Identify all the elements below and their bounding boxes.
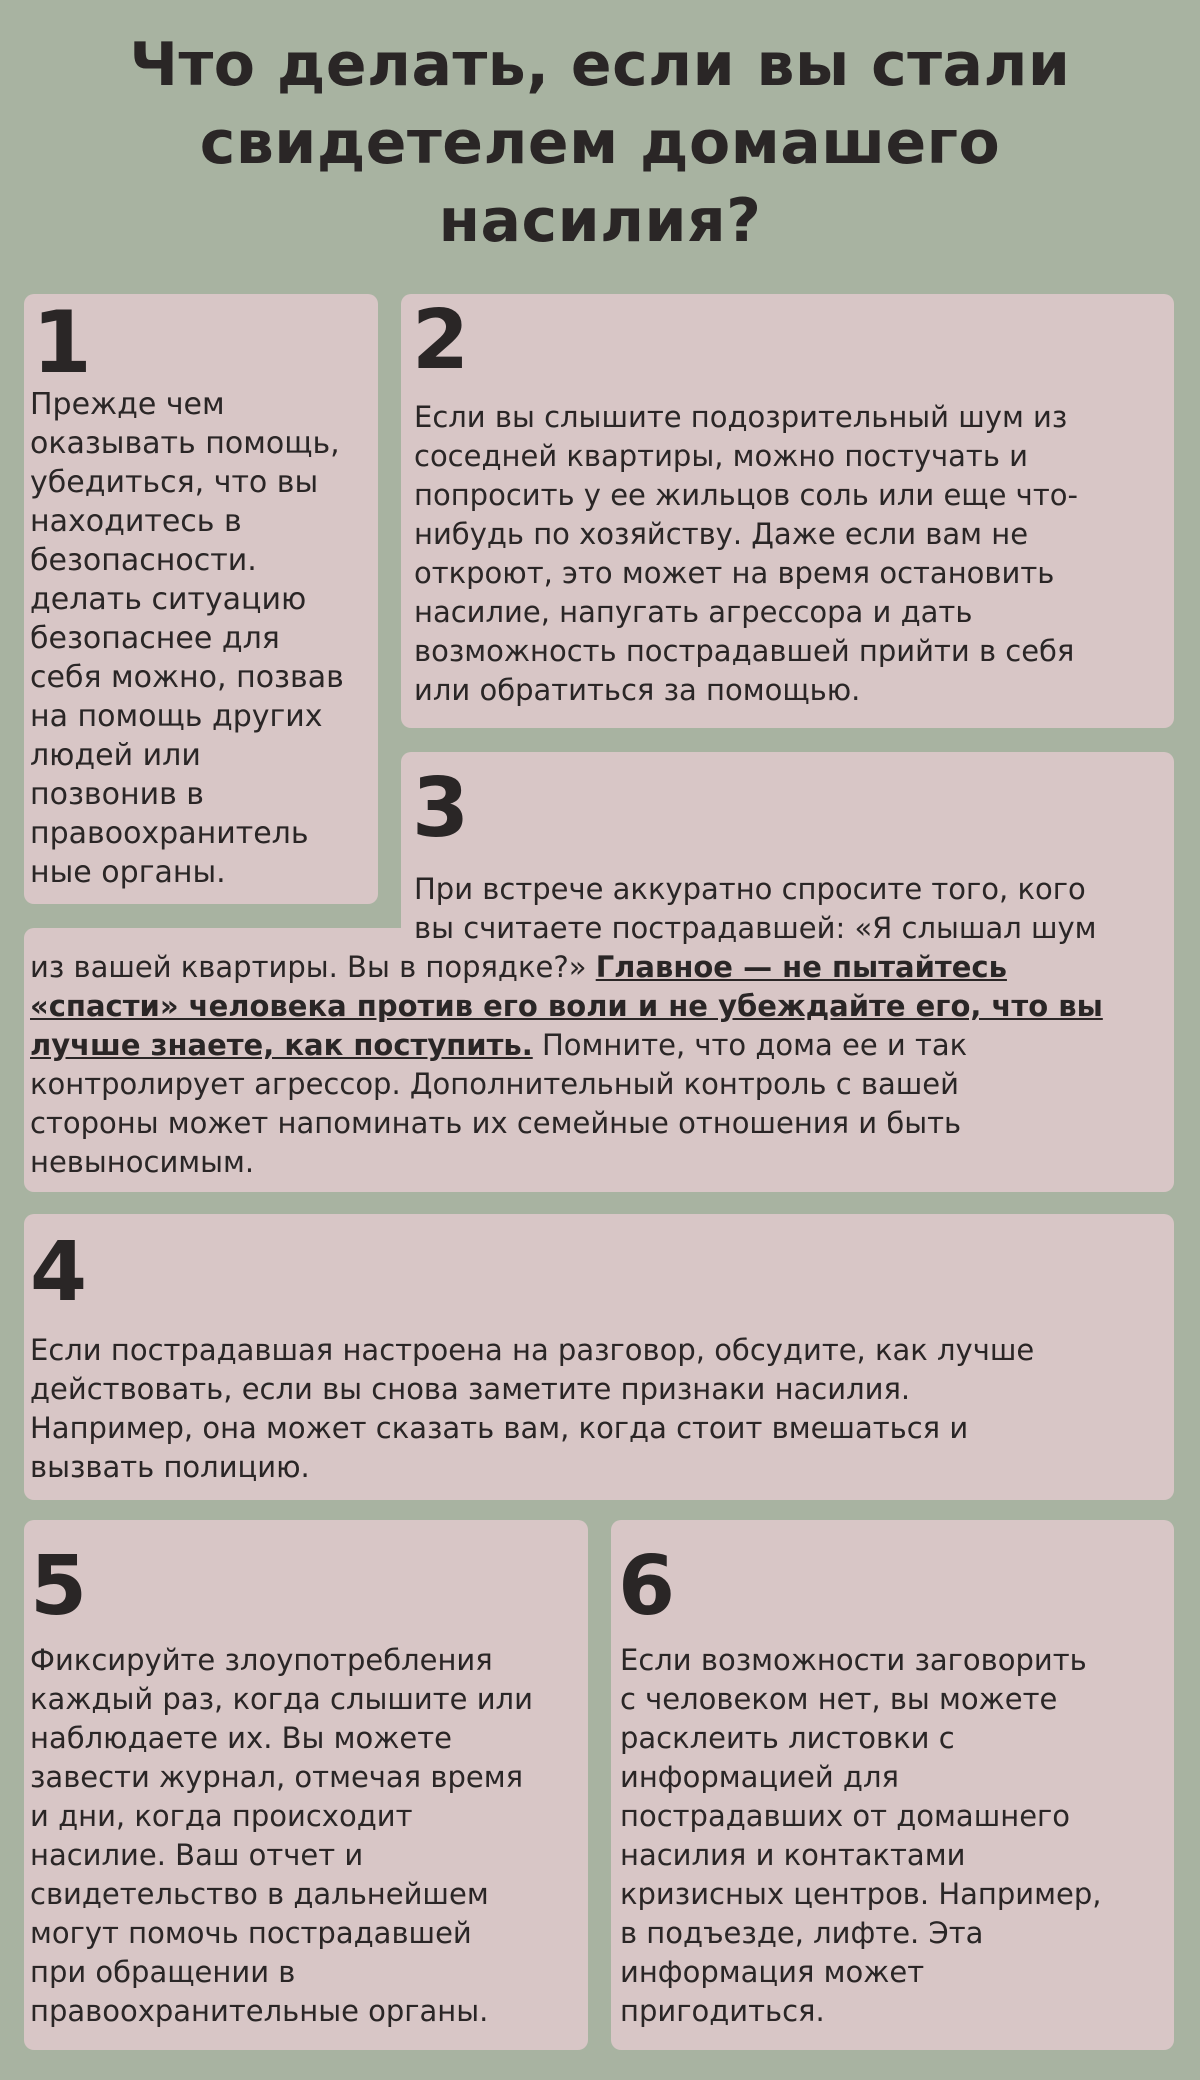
text-line: наблюдаете их. Вы можете [30, 1721, 452, 1755]
text-line: Если возможности заговорить [620, 1643, 1087, 1677]
text-line: могут помочь пострадавшей [30, 1916, 472, 1950]
text-emphasis: Главное — не пытайтесь [595, 950, 1007, 984]
text-line: пригодиться. [620, 1994, 825, 2028]
text-line: убедиться, что вы [30, 465, 319, 500]
text-line: Прежде чем [30, 387, 225, 422]
text-line: делать ситуацию [30, 582, 307, 617]
page-title [60, 26, 1140, 260]
text-line: позвонив в [30, 777, 204, 812]
text-line: контролирует агрессор. Дополнительный контроль с вашей [30, 1067, 959, 1101]
card-6-text [620, 1641, 1172, 2031]
text-line: Если вы слышите подозрительный шум из [414, 400, 1068, 434]
text-line: расклеить листовки с [620, 1721, 955, 1755]
text-line: правоохранительные органы. [30, 1994, 489, 2028]
text-line: завести журнал, отмечая время [30, 1760, 524, 1794]
card-3-text-top [414, 870, 1172, 948]
text-line: При встрече аккуратно спросите того, кого [414, 872, 1086, 906]
text-line: кризисных центров. Например, [620, 1877, 1102, 1911]
text-line: действовать, если вы снова заметите признаки насилия. [30, 1372, 911, 1406]
card-1-text [30, 385, 376, 892]
text-line: Например, она может сказать вам, когда стоит вмешаться и [30, 1411, 969, 1445]
text-line: с человеком нет, вы можете [620, 1682, 1058, 1716]
text-line: информация может [620, 1955, 925, 1989]
card-4-number: 4 [30, 1225, 88, 1320]
card-4-text [30, 1331, 1170, 1487]
text-emphasis: «спасти» человека против его воли и не убеждайте его, что вы [30, 989, 1103, 1023]
text-line: или обратиться за помощью. [414, 673, 861, 707]
card-5-number: 5 [30, 1539, 88, 1634]
card-2-text [414, 398, 1172, 710]
text-line: себя можно, позвав [30, 660, 344, 695]
text-line: и дни, когда происходит [30, 1799, 413, 1833]
text-line: насилия и контактами [620, 1838, 966, 1872]
text-line [30, 1026, 1170, 1065]
text-line: людей или [30, 738, 201, 773]
text-line: нибудь по хозяйству. Даже если вам не [414, 517, 1029, 551]
text-line: безопаснее для [30, 621, 280, 656]
text-line: свидетельство в дальнейшем [30, 1877, 489, 1911]
title-line: Что делать, если вы стали [129, 30, 1071, 100]
text-line: насилие, напугать агрессора и дать [414, 595, 973, 629]
card-3-text-bottom [30, 948, 1170, 1182]
text-line: вызвать полицию. [30, 1450, 310, 1484]
text-line: насилие. Ваш отчет и [30, 1838, 364, 1872]
title-line: свидетелем домашего [199, 108, 1001, 178]
card-6-number: 6 [618, 1539, 676, 1634]
text-line [30, 987, 1170, 1026]
text-line: попросить у ее жильцов соль или еще что- [414, 478, 1078, 512]
text-line: каждый раз, когда слышите или [30, 1682, 533, 1716]
title-line: насилия? [438, 186, 762, 256]
text-line: откроют, это может на время остановить [414, 556, 1055, 590]
text-line: в подъезде, лифте. Эта [620, 1916, 984, 1950]
text-line: вы считаете пострадавшей: «Я слышал шум [414, 911, 1097, 945]
text-line: ные органы. [30, 855, 226, 890]
text-line: стороны может напоминать их семейные отношения и быть [30, 1106, 962, 1140]
text-line: информацией для [620, 1760, 899, 1794]
text-line: оказывать помощь, [30, 426, 340, 461]
text-line: соседней квартиры, можно постучать и [414, 439, 1028, 473]
text-line: невыносимым. [30, 1145, 255, 1179]
text-line: возможность пострадавшей прийти в себя [414, 634, 1075, 668]
text-emphasis: лучше знаете, как поступить. [30, 1028, 533, 1062]
text-line: находитесь в [30, 504, 242, 539]
text-line: Если пострадавшая настроена на разговор, обсудите, как лучше [30, 1333, 1035, 1367]
card-1-number: 1 [32, 293, 92, 393]
text-line: пострадавших от домашнего [620, 1799, 1071, 1833]
text-plain: Помните, что дома ее и так [541, 1028, 968, 1062]
text-line: Фиксируйте злоупотребления [30, 1643, 493, 1677]
text-plain: из вашей квартиры. Вы в порядке?» [30, 950, 587, 984]
text-line: безопасности. [30, 543, 257, 578]
card-2-number: 2 [412, 293, 470, 388]
text-line: правоохранитель [30, 816, 309, 851]
card-3-number: 3 [412, 761, 470, 856]
card-5-text [30, 1641, 586, 2031]
text-line: при обращении в [30, 1955, 296, 1989]
text-line: на помощь других [30, 699, 323, 734]
text-line [30, 948, 1170, 987]
